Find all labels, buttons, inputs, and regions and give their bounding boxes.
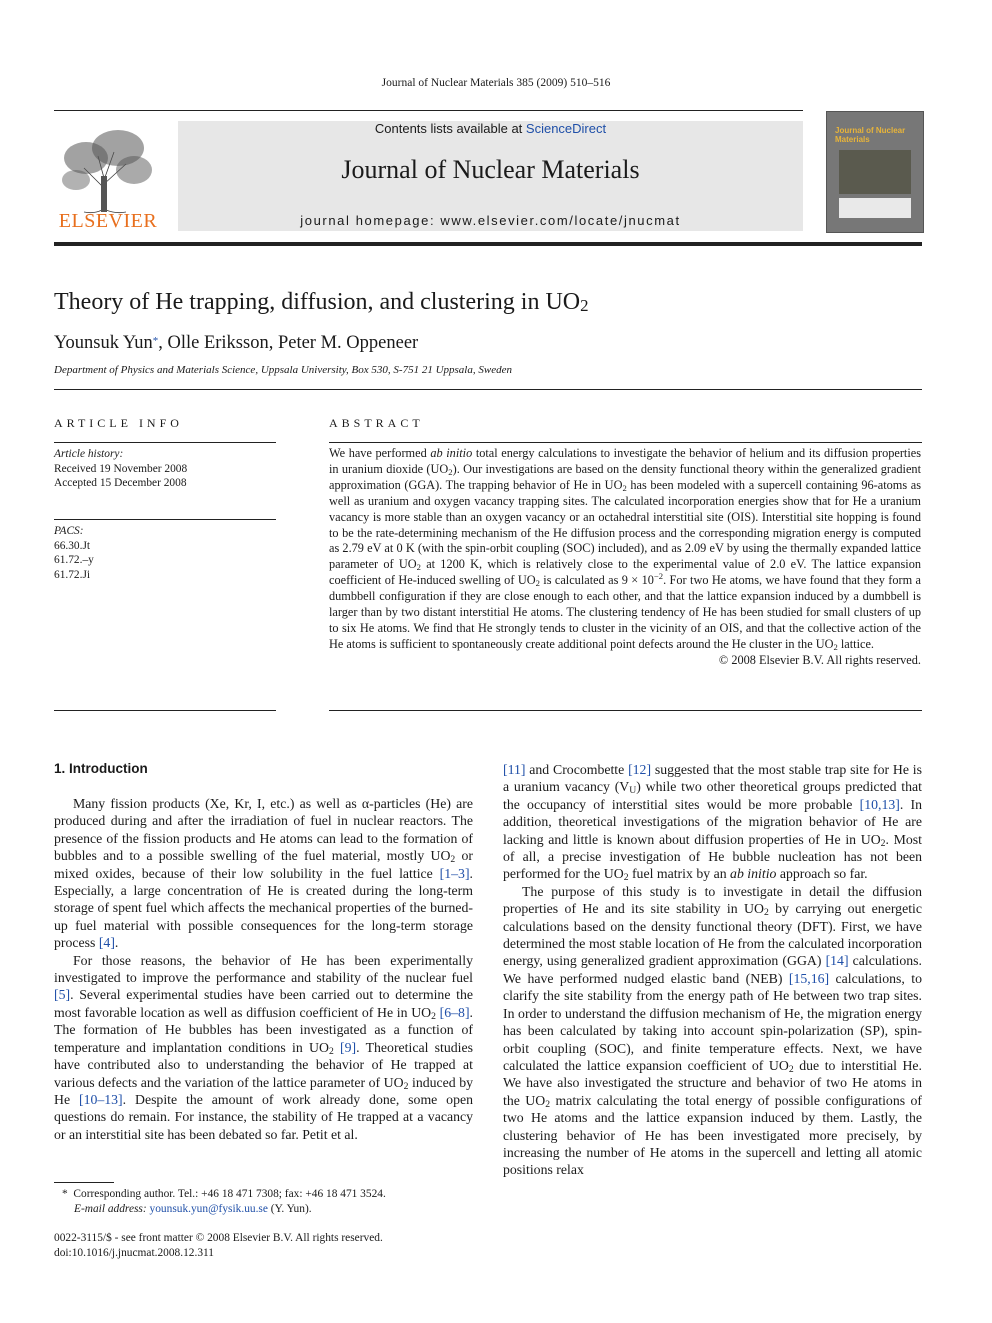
abstract-copyright: © 2008 Elsevier B.V. All rights reserved.: [718, 652, 921, 667]
footnote-rule: [54, 1182, 114, 1183]
cover-photo: [839, 150, 911, 194]
cover-strip: [839, 198, 911, 218]
doi: doi:10.1016/j.jnucmat.2008.12.311: [54, 1246, 214, 1259]
cover-title: Journal of Nuclear Materials: [835, 126, 906, 144]
contents-availability: Contents lists available at ScienceDirect: [374, 121, 607, 136]
header-bottom-rule: [54, 242, 922, 246]
title-rule: [54, 389, 922, 390]
info-rule-3: [54, 710, 276, 711]
pacs-code: 61.72.–y: [54, 554, 94, 566]
info-rule-1: [54, 442, 276, 443]
author-name: Younsuk Yun: [54, 333, 153, 353]
journal-name: Journal of Nuclear Materials: [341, 155, 640, 184]
intro-left-column: Many fission products (Xe, Kr, I, etc.) as well as α-particles (He) are produced during and after the irradiation of fuel in nuclear reactors. The presence of the fission products and He atoms can lead to the formation of bubbles and to a possible swelling of the fuel material, mostly $UO_2$ or mixed oxides, because of their low solubility in the fuel lattice [1–3]. Especially, a large concentration of He is created during the long-term storage of spent fuel which affects the mechanical properties of the burned-up fuel material with possible consequences for the long-term storage process [4]. For those reasons, the behavior of He has been experimentally investigated to improve the performance and stability of the nuclear fuel [5]. Several experimental studies have been carried out to determine the most favorable location as well as diffusion coefficient of He in $UO_2$ [6–8]. The formation of He bubbles has been investigated as a function of temperature and implantation conditions in $UO_2$ [9]. Theoretical studies have contributed also to understanding the behavior of He trapped at various defects and the variation of the lattice parameter of $UO_2$ induced by He [10–13]. Despite the amount of work already done, some open questions do remain. For instance, the stability of He trapped at a vacancy or an interstitial site has been debated so far. Petit et al.: [54, 796, 474, 1142]
article-history: Article history: Received 19 November 2008 Accepted 15 December 2008: [54, 448, 188, 489]
publication-info: 0022-3115/$ - see front matter © 2008 Elsevier B.V. All rights reserved. doi:10.1016/j.jnucmat.2008.12.311: [54, 1231, 494, 1260]
footnote: * Corresponding author. Tel.: +46 18 471 7308; fax: +46 18 471 3524. E-mail address: younsuk.yun@fysik.uu.se (Y. Yun).: [62, 1188, 386, 1215]
journal-homepage[interactable]: journal homepage: www.elsevier.com/locate/jnucmat: [300, 213, 681, 228]
corresponding-mark: *: [62, 1188, 68, 1200]
abstract-body: We have performed ab initio total energy calculations to investigate the behavior of helium and its diffusion properties in uranium dioxide $(UO_2)$. Our investigations are based on the density functional theory within the generalized gradient approximation (GGA). The trapping behavior of He in $UO_2$ has been modeled with a supercell containing 96-atoms as well as uranium and oxygen vacancy trapping sites. The calculated incorporation energies show that for He a uranium vacancy is more stable than an oxygen vacancy or an octahedral interstitial site (OIS). Interstitial site hopping is found to be the rate-determining mechanism of the He diffusion process and the corresponding migration energy is computed as 2.79 eV at 0 K (with the spin-orbit coupling (SOC) included), and as 2.09 eV by using the thermally expanded lattice parameter of $UO_2$ at 1200 K, which is relatively close to the experimental value of 2.0 eV. The lattice expansion coefficient of He-induced swelling of $UO_2$ is calculated as $9 \times 10^{-2}$. For two He atoms, we have found that they form a dumbbell configuration if they are close enough to each other, and that the lattice expansion induced by a dumbbell is larger than by two distant interstitial He atoms. The clustering tendency of He has been studied for small clusters of up to six He atoms. We find that He strongly tends to cluster in the vicinity of an OIS, and that the collective action of the He atoms is sufficient to spontaneously create additional point defects around the He cluster in the $UO_2$ lattice. © 2008 Elsevier B.V. All rights reserved.: [329, 446, 922, 667]
abstract-rule-top: [329, 442, 922, 443]
section-heading: 1. Introduction: [54, 761, 148, 776]
pacs-block: PACS: 66.30.Jt 61.72.–y 61.72.Ji: [54, 524, 276, 582]
publisher-wordmark: ELSEVIER: [58, 210, 158, 232]
corresponding-mark[interactable]: *: [152, 335, 159, 347]
pacs-code: 66.30.Jt: [54, 539, 91, 552]
journal-reference: Journal of Nuclear Materials 385 (2009) 510–516: [381, 77, 611, 89]
header-top-rule: [54, 110, 803, 111]
info-rule-2: [54, 519, 276, 520]
intro-right-column: [11] and Crocombette [12] suggested that the most stable trap site for He is a uranium vacancy $(V_U)$ while two other theoretical groups predicted that the occupancy of interstitial sites would be more probable [10,13]. In addition, theoretical investigations of the migration behavior of He are lacking and little is known about diffusion properties of He in $UO_2$. Most of all, a precise investigation of He bubble nucleation has not been performed for the $UO_2$ fuel matrix by an ab initio approach so far. The purpose of this study is to investigate in detail the diffusion properties of He and its site stability in $UO_2$ by carrying out energetic calculations based on the density functional theory (DFT). First, we have determined the most stable location of He from the calculated incorporation energy, using generalized gradient approximation (GGA) [14] calculations. We have performed nudged elastic band (NEB) [15,16] calculations, to clarify the site stability from the energy path of He between two trap sites. In order to understand the diffusion mechanism of He, the migration energy has been calculated by taking into account spin-polarization (SP), spin-orbit coupling (SOC), and finite temperature effects. Next, we have calculated the lattice expansion coefficient of $UO_2$ due to interstitial He. We have also investigated the structure and behavior of two He atoms in the $UO_2$ matrix calculating the total energy of possible configurations of two He atoms and the lattice expansion induced by them. Lastly, the clustering behavior of He has been investigated more precisely, by increasing the number of He atoms in the supercell and letting all atomic positions relax: [503, 762, 923, 1178]
sciencedirect-link[interactable]: ScienceDirect: [525, 121, 607, 136]
journal-cover-image: [826, 111, 924, 233]
article-info-heading: ARTICLE INFO: [54, 416, 183, 430]
pacs-code: 61.72.Ji: [54, 568, 91, 581]
authors: Younsuk Yun*, Olle Eriksson, Peter M. Oppeneer: [54, 333, 419, 353]
abstract-heading: ABSTRACT: [329, 416, 424, 430]
email-link[interactable]: younsuk.yun@fysik.uu.se: [149, 1202, 268, 1215]
abstract-rule-bottom: [329, 710, 922, 711]
article-title: Theory of He trapping, diffusion, and clustering in $UO_2$: [54, 289, 589, 315]
affiliation: Department of Physics and Materials Science, Uppsala University, Box 530, S-751 21 Uppsala, Sweden: [54, 364, 512, 376]
elsevier-logo: [54, 118, 162, 230]
